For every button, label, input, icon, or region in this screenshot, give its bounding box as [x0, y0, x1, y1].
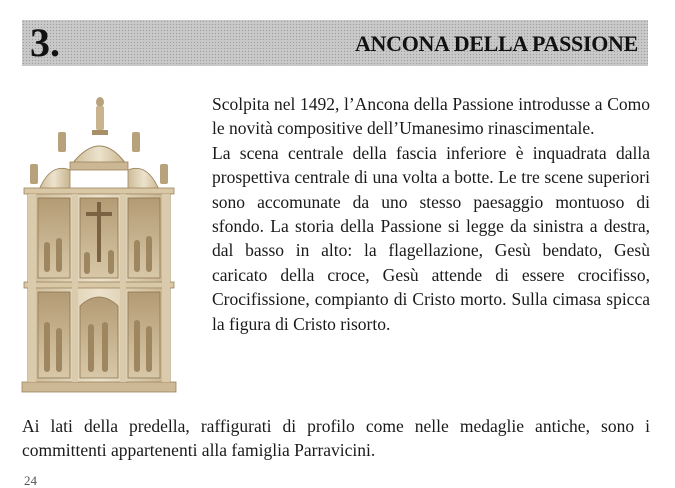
upper-panels	[38, 198, 160, 278]
altarpiece-illustration	[20, 92, 178, 394]
lower-panels	[38, 292, 160, 378]
section-title: ANCONA DELLA PASSIONE	[354, 31, 638, 56]
altarpiece-image	[20, 92, 178, 394]
paragraph-description: La scena centrale della fascia inferiore è inquadrata dalla prospettiva centrale di una volta a botte. Le tre scene superiori sono accomunate da uno stesso paesaggio montuoso di sfondo. La storia della Passione si legge da sinistra a destra, dal basso in alto: la flagellazione, Gesù bendato, Gesù caricato della croce, Gesù attende di essere crocifisso, Crocifissione, compianto di Cristo morto. Sulla cimasa spicca la figura di Cristo risorto.	[212, 142, 650, 334]
paragraph-intro: Scolpita nel 1492, l’Ancona della Passione introdusse a Como le novità compositive dell’Umanesimo rinascimentale.	[212, 94, 650, 139]
page-number: 24	[24, 473, 37, 488]
section-header	[22, 20, 648, 66]
paragraph-predella: Ai lati della predella, raffigurati di profilo come nelle medaglie antiche, sono i committenti appartenenti alla famiglia Parravicini.	[22, 416, 650, 461]
section-number: 3.	[30, 20, 60, 65]
risen-christ-statue	[92, 97, 108, 135]
intro-text	[212, 92, 650, 336]
